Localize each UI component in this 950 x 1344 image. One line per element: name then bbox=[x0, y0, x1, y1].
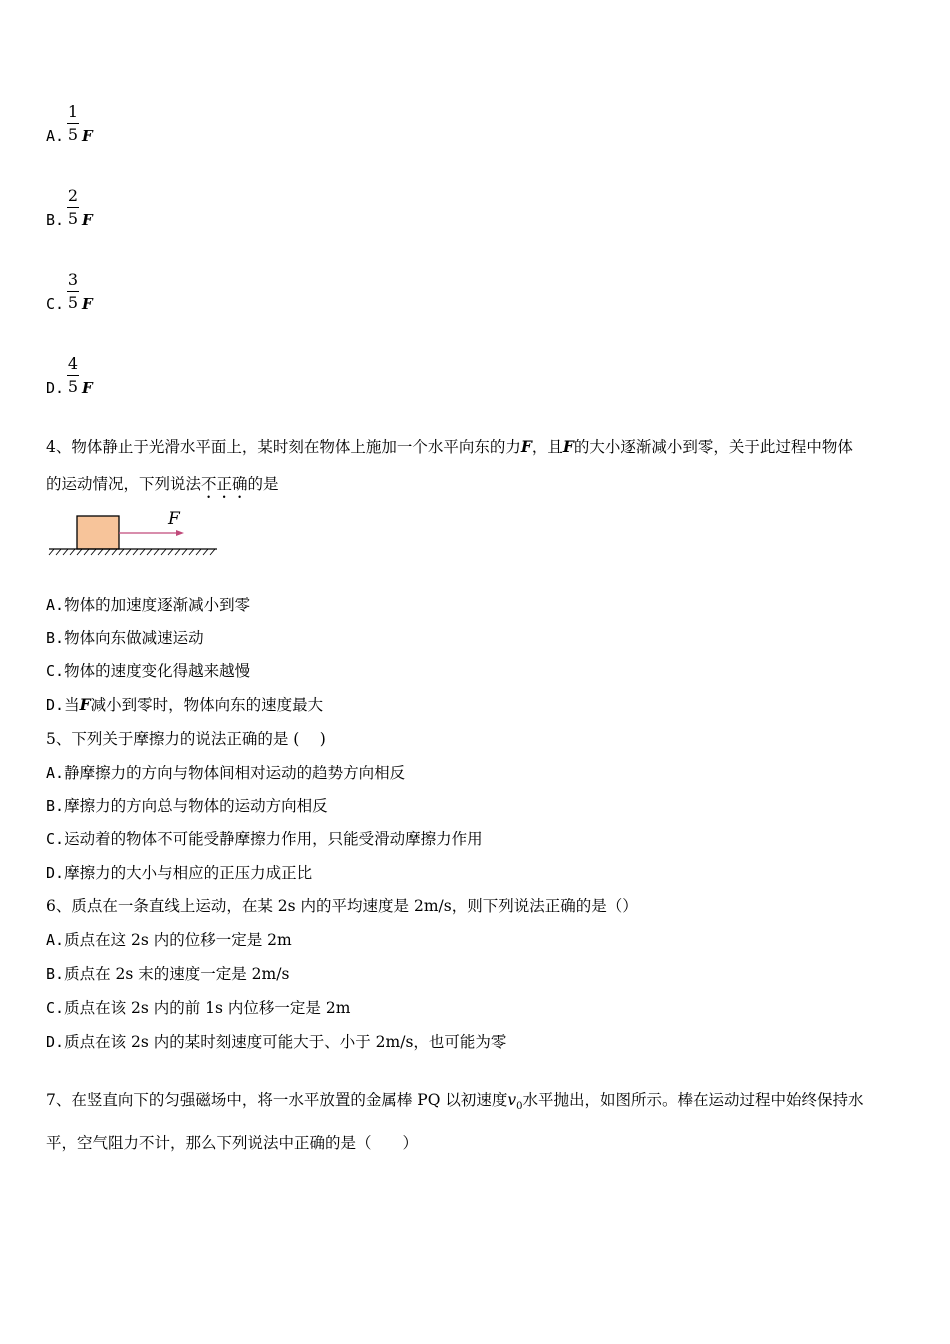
q5-option-c: C.运动着的物体不可能受静摩擦力作用，只能受滑动摩擦力作用 bbox=[46, 830, 483, 848]
ground-hatching bbox=[49, 549, 215, 555]
q5-stem: 5、下列关于摩擦力的说法正确的是 ( ) bbox=[46, 730, 326, 748]
q4-option-d: D.当F减小到零时，物体向东的速度最大 bbox=[46, 695, 324, 714]
fraction: 3 5 bbox=[67, 270, 79, 312]
force-variable: F bbox=[82, 127, 93, 145]
option-label: C. bbox=[46, 295, 65, 313]
force-variable: F bbox=[82, 295, 93, 313]
force-variable: F bbox=[82, 211, 93, 229]
q4-option-a: A.物体的加速度逐渐减小到零 bbox=[46, 596, 251, 614]
q6-option-c: C.质点在该 2s 内的前 1s 内位移一定是 2m bbox=[46, 999, 351, 1017]
q5-option-d: D.摩擦力的大小与相应的正压力成正比 bbox=[46, 864, 313, 882]
q4-force-diagram bbox=[46, 505, 221, 560]
option-label: B. bbox=[46, 211, 65, 229]
arrow-head bbox=[176, 530, 184, 536]
q4-option-b: B.物体向东做减速运动 bbox=[46, 629, 204, 647]
q6-option-a: A.质点在这 2s 内的位移一定是 2m bbox=[46, 931, 292, 949]
force-label: F bbox=[168, 509, 180, 529]
fraction: 4 5 bbox=[67, 354, 79, 396]
fraction: 1 5 bbox=[67, 102, 79, 144]
emphasized-text: 不正确 bbox=[201, 475, 248, 493]
force-variable: F bbox=[82, 379, 93, 397]
q4-option-c: C.物体的速度变化得越来越慢 bbox=[46, 662, 251, 680]
q6-stem: 6、质点在一条直线上运动，在某 2s 内的平均速度是 2m/s，则下列说法正确的是（） bbox=[46, 897, 638, 915]
q5-option-a: A.静摩擦力的方向与物体间相对运动的趋势方向相反 bbox=[46, 764, 406, 782]
q6-option-d: D.质点在该 2s 内的某时刻速度可能大于、小于 2m/s，也可能为零 bbox=[46, 1033, 507, 1051]
q4-stem: 4、物体静止于光滑水平面上，某时刻在物体上施加一个水平向东的力F，且F的大小逐渐减小到零，关于此过程中物体 的运动情况，下列说法不正确的是 bbox=[46, 437, 853, 493]
option-label: A. bbox=[46, 127, 65, 145]
option-label: D. bbox=[46, 379, 65, 397]
q6-option-b: B.质点在 2s 末的速度一定是 2m/s bbox=[46, 965, 290, 983]
q5-option-b: B.摩擦力的方向总与物体的运动方向相反 bbox=[46, 797, 328, 815]
fraction: 2 5 bbox=[67, 186, 79, 228]
block bbox=[77, 516, 119, 549]
q7-stem: 7、在竖直向下的匀强磁场中，将一水平放置的金属棒 PQ 以初速度$v_0$水平抛出，如图所示。棒在运动过程中始终保持水 平，空气阻力不计，那么下列说法中正确的是（ ） bbox=[46, 1091, 864, 1153]
